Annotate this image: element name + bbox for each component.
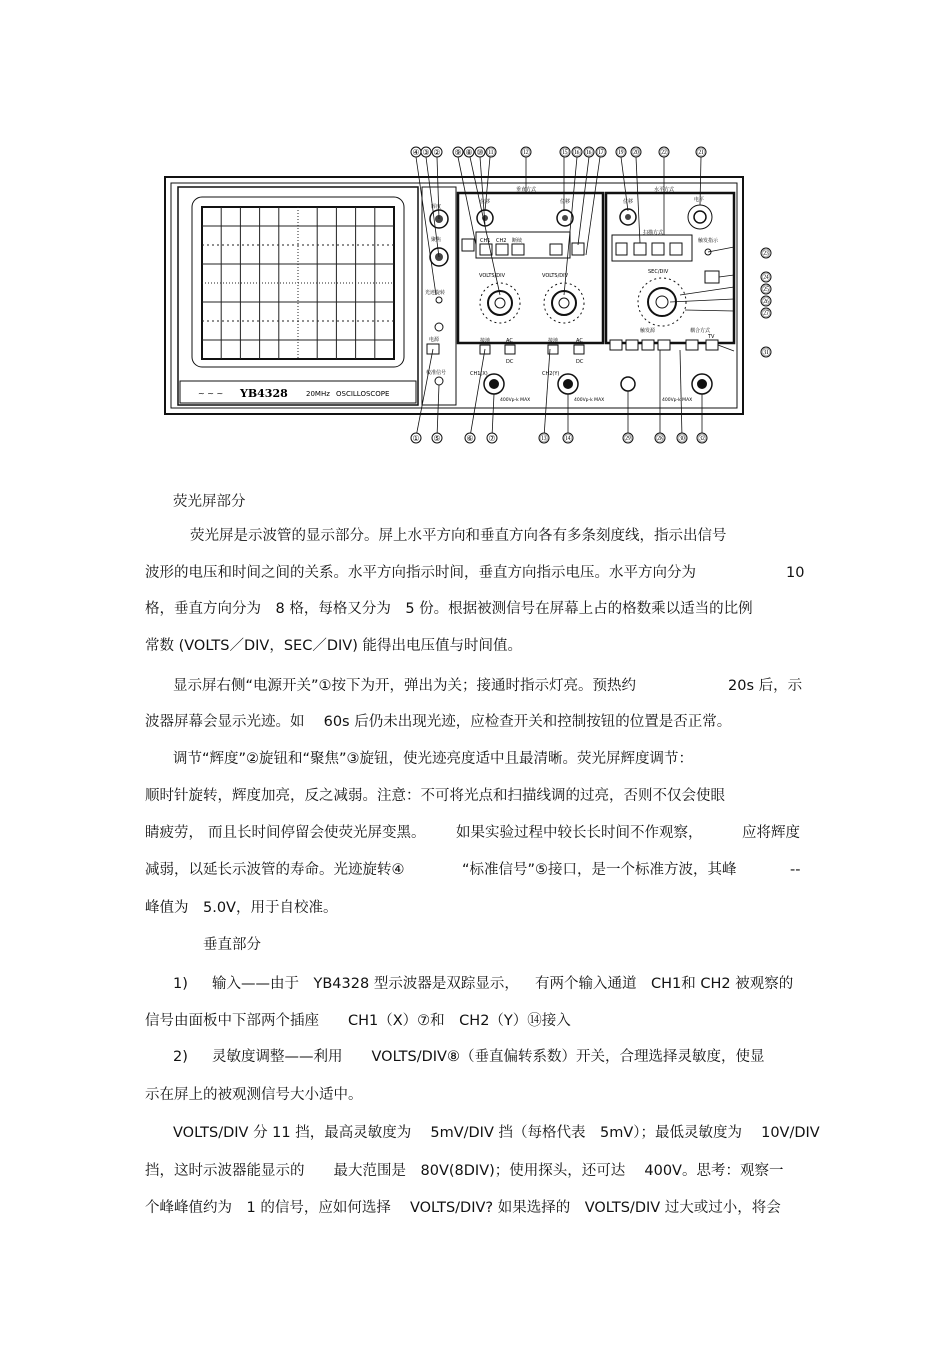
paragraph-line: 调节“辉度”②旋钮和“聚焦”③旋钮，使光迹亮度适中且最清晰。荧光屏辉度调节： xyxy=(173,751,694,767)
svg-text:⑫: ⑫ xyxy=(522,148,530,157)
h-position-knob-center xyxy=(625,214,631,220)
svg-text:㉕: ㉕ xyxy=(762,285,770,294)
power-indicator-lamp xyxy=(435,323,443,331)
ch1-ac-label: AC xyxy=(506,338,513,344)
list-number: 2) xyxy=(173,1049,188,1065)
svg-text:㉜: ㉜ xyxy=(698,434,706,443)
svg-text:⑯: ⑯ xyxy=(573,148,581,157)
oscilloscope-front-panel-figure xyxy=(140,135,820,450)
coupling-tv-button[interactable] xyxy=(706,340,718,350)
list-number: 1) xyxy=(173,976,188,992)
auto-button[interactable] xyxy=(634,243,646,255)
svg-text:㉗: ㉗ xyxy=(762,309,770,318)
brand-label: OSCILLOSCOPE xyxy=(336,390,390,398)
paragraph-line: 输入——由于 YB4328 型示波器是双踪显示， xyxy=(212,976,519,992)
section-heading-screen: 荧光屏部分 xyxy=(173,494,246,510)
ch2-input-label: CH2(Y) xyxy=(542,371,560,377)
vertical-mode-label: 垂直方式 xyxy=(516,187,537,193)
svg-text:⑮: ⑮ xyxy=(561,148,569,157)
ch1-volts-div-label: VOLTS/DIV xyxy=(479,273,506,279)
ground-terminal[interactable] xyxy=(621,377,635,391)
ch2-max-label: 400Vp-k MAX xyxy=(574,398,605,403)
svg-text:④: ④ xyxy=(412,148,420,157)
chop-button[interactable] xyxy=(512,244,524,255)
ch1-gnd-label: 接地 xyxy=(480,338,491,344)
ch2-invert-button[interactable] xyxy=(550,244,562,255)
ch2-volts-div-label: VOLTS/DIV xyxy=(542,273,569,279)
svg-text:㉑: ㉑ xyxy=(697,148,705,157)
paragraph-line: 10 xyxy=(786,565,805,581)
ext-max-label: 400Vp-k MAX xyxy=(662,398,693,403)
horizontal-mode-label: 水平方式 xyxy=(654,187,675,193)
paragraph-line: 格，垂直方向分为 8 格，每格又分为 5 份。根据被测信号在屏幕上占的格数乘以适当的比例 xyxy=(145,601,753,617)
svg-text:②: ② xyxy=(433,148,441,157)
ext-trigger-input-center xyxy=(697,379,707,389)
normal-button[interactable] xyxy=(652,243,664,255)
paragraph-line: 挡，这时示波器能显示的 最大范围是 80V(8DIV)；使用探头，还可达 400V。思考：观察一 xyxy=(145,1163,784,1179)
paragraph-line: 而且长时间停留会使荧光屏变黑。 xyxy=(208,825,426,841)
ch1-input-bnc-center xyxy=(489,379,499,389)
h-position-label: 位移 xyxy=(623,199,634,205)
ch1-variable-knob[interactable] xyxy=(495,298,505,308)
ch1-dc-label: DC xyxy=(506,359,514,365)
svg-text:㉘: ㉘ xyxy=(656,434,664,443)
ch2-input-bnc-center xyxy=(563,379,573,389)
ch2-position-knob-center xyxy=(562,215,568,221)
trace-rotation-label: 光迹旋转 xyxy=(425,290,446,296)
svg-text:⑳: ⑳ xyxy=(632,148,640,157)
brand-logo: ~ ~ ~ xyxy=(198,389,224,398)
svg-text:㉙: ㉙ xyxy=(624,434,632,443)
paragraph-line: 有两个输入通道 CH1和 CH2 被观察的 xyxy=(535,976,794,992)
trigger-indicator-label: 触发指示 xyxy=(698,238,719,244)
svg-text:⑤: ⑤ xyxy=(433,434,441,443)
paragraph-line: 灵敏度调整——利用 VOLTS/DIV⑧（垂直偏转系数）开关，合理选择灵敏度，使显 xyxy=(212,1049,765,1065)
paragraph-line: 显示屏右侧“电源开关”①按下为开，弹出为关；接通时指示灯亮。预热约 xyxy=(173,678,637,694)
ch2-gnd-label: 接地 xyxy=(548,338,559,344)
paragraph-line: 波形的电压和时间之间的关系。水平方向指示时间，垂直方向指示电压。水平方向分为 xyxy=(145,565,696,581)
ch1-input-label: CH1(X) xyxy=(470,371,488,377)
paragraph-line: 峰值为 5.0V，用于自校准。 xyxy=(145,900,338,916)
trigger-source-label: 触发源 xyxy=(640,328,656,334)
svg-text:㉒: ㉒ xyxy=(660,148,668,157)
svg-text:㉓: ㉓ xyxy=(762,249,770,258)
ch1-acdc-button[interactable] xyxy=(505,345,515,354)
trace-rotation-screw[interactable] xyxy=(436,297,442,303)
focus-label: 聚焦 xyxy=(431,237,442,243)
section-heading-vertical: 垂直部分 xyxy=(203,937,261,953)
ch2-ac-label: AC xyxy=(576,338,583,344)
svg-text:⑨: ⑨ xyxy=(454,148,462,157)
callouts-right xyxy=(761,248,771,357)
level-label: 电平 xyxy=(694,197,705,203)
svg-text:①: ① xyxy=(412,434,420,443)
svg-text:㉚: ㉚ xyxy=(678,434,686,443)
paragraph-line: 如果实验过程中较长长时间不作观察， xyxy=(456,825,703,841)
paragraph-line: 示在屏上的被观测信号大小适中。 xyxy=(145,1087,363,1103)
ch2-acdc-button[interactable] xyxy=(574,345,584,354)
ch2-dc-label: DC xyxy=(576,359,584,365)
svg-text:㉔: ㉔ xyxy=(762,273,770,282)
trig-ext-button[interactable] xyxy=(658,340,670,350)
ch2-button-label: CH2 xyxy=(496,238,507,244)
svg-text:⑧: ⑧ xyxy=(465,148,473,157)
coupling-mode-label: 耦合方式 xyxy=(690,328,711,334)
trig-ch1-button[interactable] xyxy=(610,340,622,350)
bandwidth-label: 20MHz xyxy=(306,390,330,398)
svg-text:⑯: ⑯ xyxy=(585,148,593,157)
paragraph-line: 睛疲劳， xyxy=(145,825,203,841)
svg-text:⑰: ⑰ xyxy=(597,148,605,157)
paragraph-line: 荧光屏是示波管的显示部分。屏上水平方向和垂直方向各有多条刻度线，指示出信号 xyxy=(190,528,727,544)
ch2-button[interactable] xyxy=(496,244,508,255)
callouts-top xyxy=(411,147,706,157)
svg-text:㉛: ㉛ xyxy=(762,348,770,357)
ch1-x5-button[interactable] xyxy=(462,239,474,251)
sweep-variable-knob[interactable] xyxy=(656,296,668,308)
trig-ch2-button[interactable] xyxy=(626,340,638,350)
paragraph-line: 常数 (VOLTS／DIV，SEC／DIV) 能得出电压值与时间值。 xyxy=(145,638,522,654)
paragraph-line: 20s 后，示 xyxy=(728,678,803,694)
single-sweep-button[interactable] xyxy=(616,243,627,255)
svg-text:⑭: ⑭ xyxy=(564,434,572,443)
intensity-label: 辉度 xyxy=(431,204,442,210)
paragraph-line: “标准信号”⑤接口，是一个标准方波，其峰 xyxy=(462,862,737,878)
svg-text:⑬: ⑬ xyxy=(540,434,548,443)
ch2-position-label: 位移 xyxy=(560,199,571,205)
paragraph-line: 波器屏幕会显示光迹。如 60s 后仍未出现光迹，应检查开关和控制按钮的位置是否正常。 xyxy=(145,714,732,730)
paragraph-line: 减弱，以延长示波管的寿命。光迹旋转④ xyxy=(145,862,405,878)
tv-label: TV xyxy=(708,334,715,340)
ch1-position-label: 位移 xyxy=(480,199,491,205)
svg-text:⑥: ⑥ xyxy=(466,434,474,443)
svg-text:⑩: ⑩ xyxy=(476,148,484,157)
paragraph-line: VOLTS/DIV 分 11 挡，最高灵敏度为 5mV/DIV 挡（每格代表 5mV）；最低灵敏度为 10V/DIV xyxy=(173,1125,820,1141)
sec-div-label: SEC/DIV xyxy=(648,269,669,275)
paragraph-line: 应将辉度 xyxy=(742,825,800,841)
chop-button-label: 断续 xyxy=(512,238,523,244)
paragraph-line: -- xyxy=(790,862,801,878)
power-label: 电源 xyxy=(429,337,440,343)
oscilloscope-diagram xyxy=(140,135,820,450)
svg-text:⑪: ⑪ xyxy=(487,148,495,157)
ch1-button-label: CH1 xyxy=(480,238,491,244)
callouts-bottom xyxy=(411,433,707,443)
level-knob[interactable] xyxy=(694,211,706,223)
trig-line-button[interactable] xyxy=(642,340,654,350)
svg-text:⑲: ⑲ xyxy=(617,148,625,157)
cal-signal-terminal[interactable] xyxy=(435,377,443,385)
reset-button[interactable] xyxy=(670,243,682,255)
ch2-variable-knob[interactable] xyxy=(559,298,569,308)
sweep-mode-label: 扫描方式 xyxy=(643,230,664,236)
coupling-acdc-button[interactable] xyxy=(686,340,698,350)
cal-signal-label: 校准信号 xyxy=(426,370,447,376)
paragraph-line: 信号由面板中下部两个插座 CH1（X）⑦和 CH2（Y）⑭接入 xyxy=(145,1013,571,1029)
x5-sweep-button[interactable] xyxy=(705,271,719,283)
svg-text:㉖: ㉖ xyxy=(762,297,770,306)
ch1-max-label: 400Vp-k MAX xyxy=(500,398,531,403)
paragraph-line: 顺时针旋转，辉度加亮，反之减弱。注意：不可将光点和扫描线调的过亮，否则不仅会使眼 xyxy=(145,788,725,804)
paragraph-line: 个峰峰值约为 1 的信号，应如何选择 VOLTS/DIV? 如果选择的 VOLTS/DIV 过大或过小，将会 xyxy=(145,1200,781,1216)
svg-text:③: ③ xyxy=(422,148,430,157)
svg-text:⑦: ⑦ xyxy=(488,434,496,443)
model-label: YB4328 xyxy=(240,387,288,400)
